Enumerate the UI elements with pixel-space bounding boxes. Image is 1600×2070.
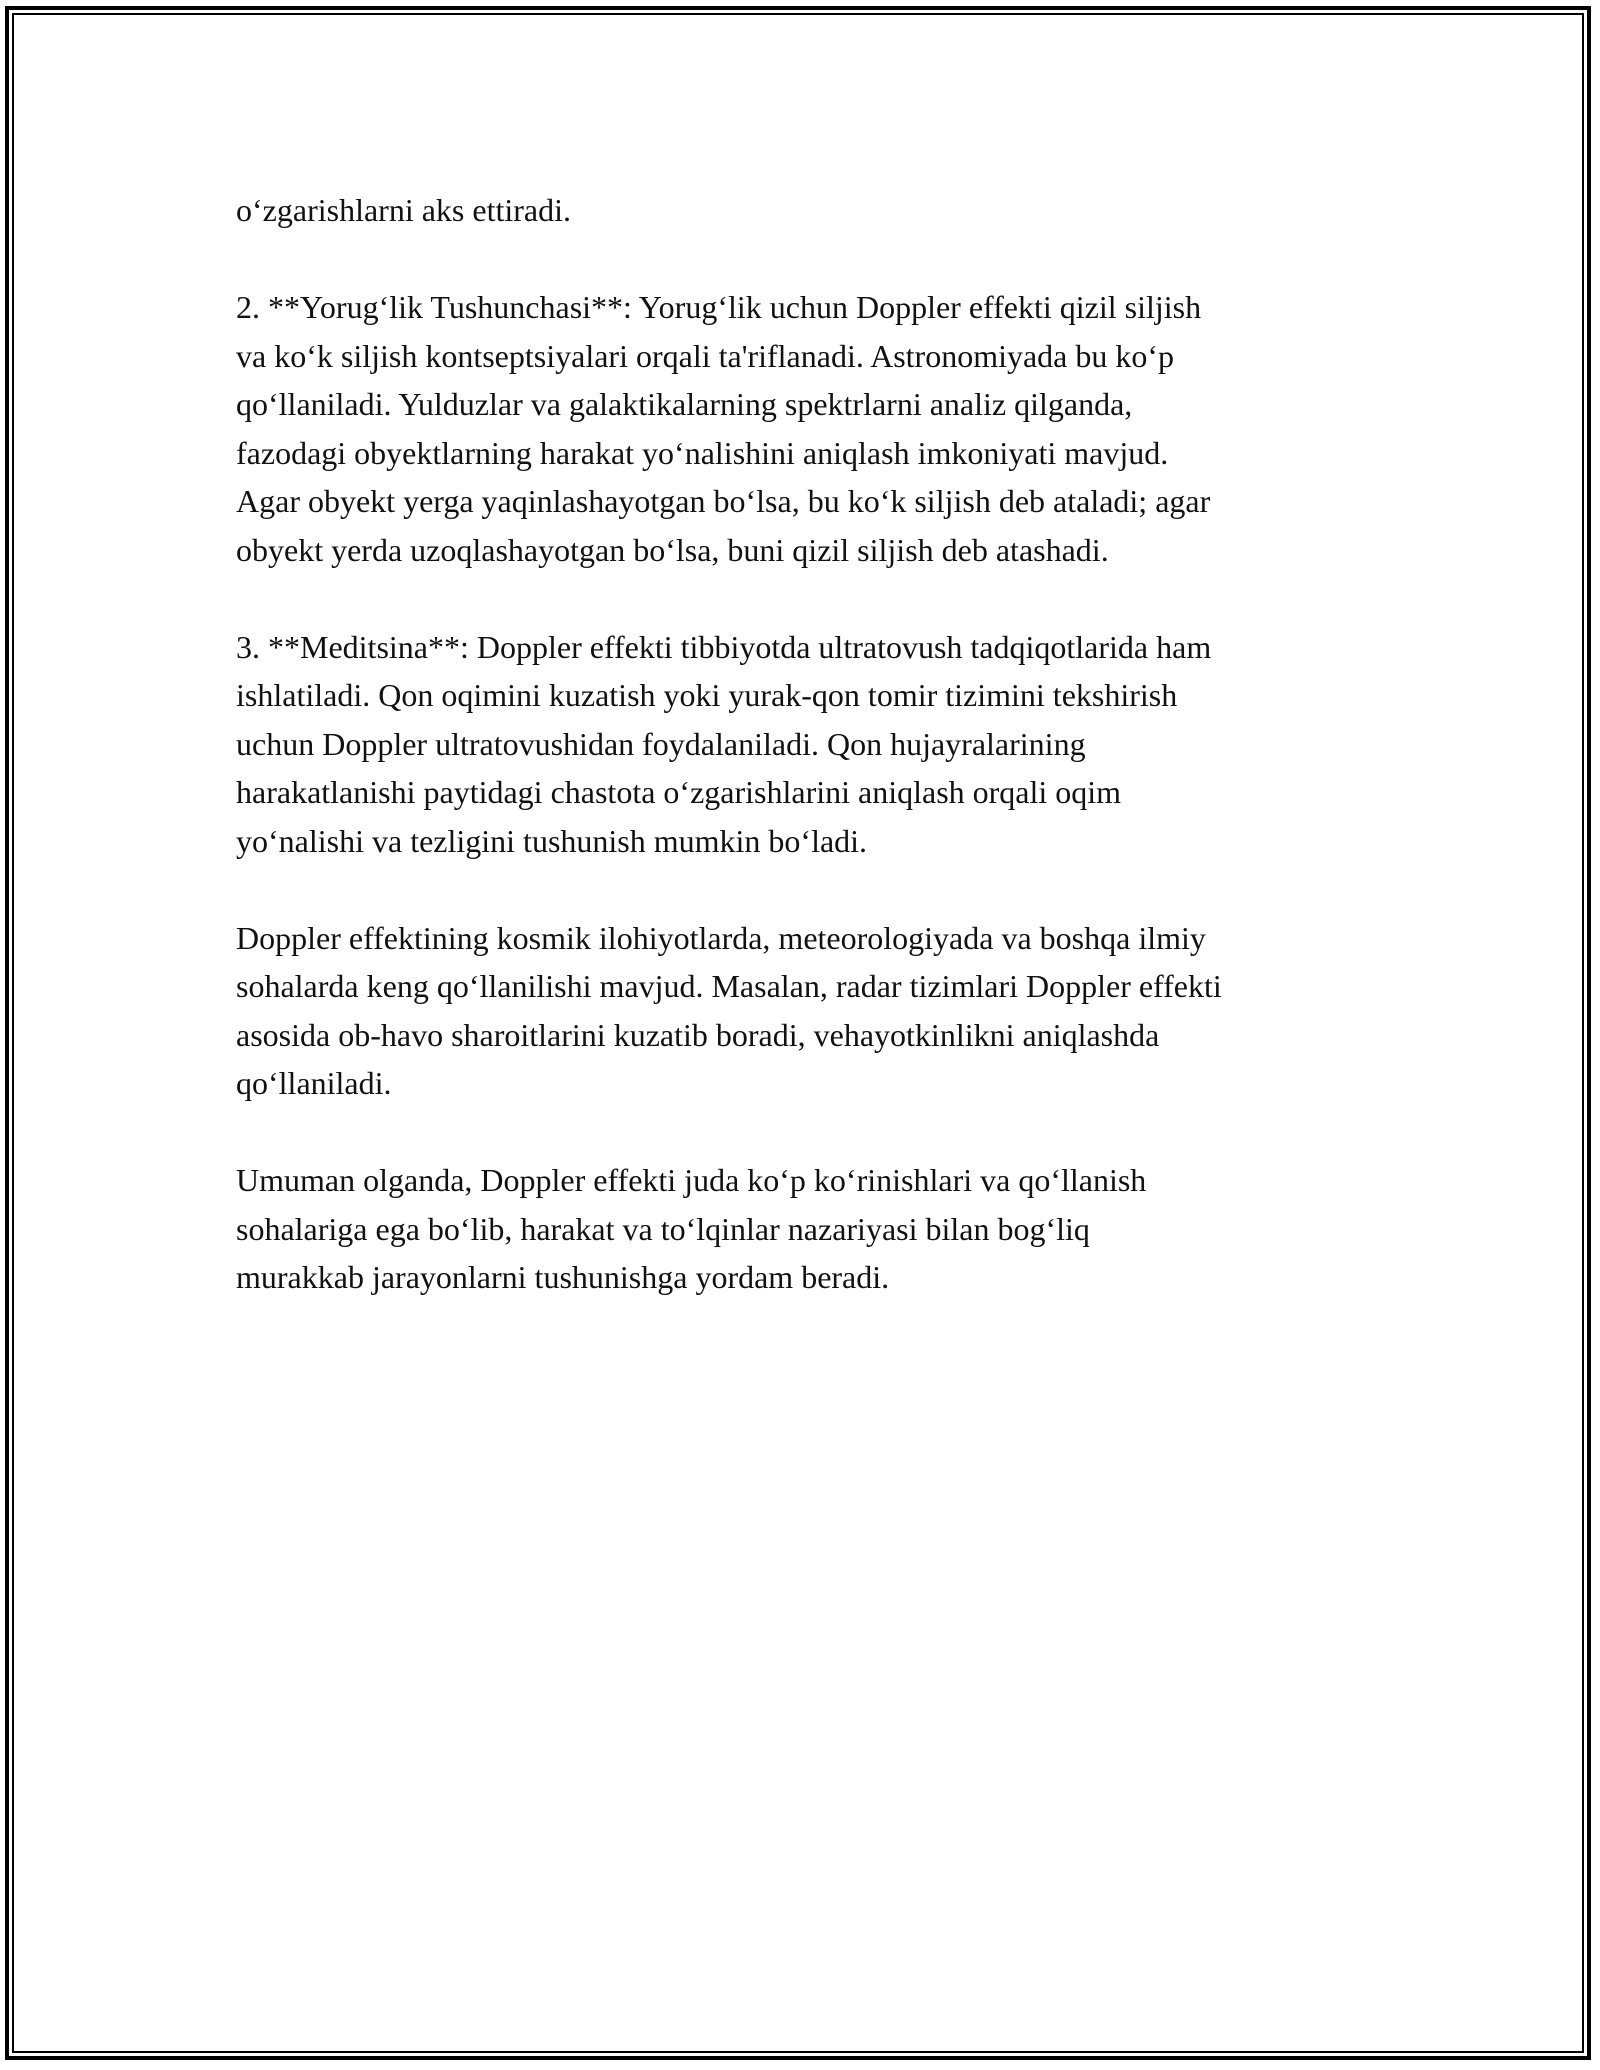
document-body [236,186,1386,1350]
paragraph-conclusion: Umuman olganda, Doppler effekti juda ko‘p ko‘rinishlari va qo‘llanish sohalariga ega bo‘lib, harakat va to‘lqinlar nazariyasi bilan bog‘liq murakkab jarayonlarni tushunishga yordam beradi. [236,1162,1147,1295]
paragraph-continuation: o‘zgarishlarni aks ettiradi. [236,192,571,228]
paragraph-light-concept: 2. **Yorug‘lik Tushunchasi**: Yorug‘lik uchun Doppler effekti qizil siljish va ko‘k siljish kontseptsiyalari orqali ta'riflanadi. Astronomiyada bu ko‘p qo‘llaniladi. Yulduzlar va galaktikalarning spektrlarni analiz qilganda, fazodagi obyektlarning harakat yo‘nalishini aniqlash imkoniyati mavjud. Agar obyekt yerga yaqinlashayotgan bo‘lsa, bu ko‘k siljish deb ataladi; agar obyekt yerda uzoqlashayotgan bo‘lsa, buni qizil siljish deb atashadi. [236,289,1211,568]
paragraph-other-applications: Doppler effektining kosmik ilohiyotlarda, meteorologiyada va boshqa ilmiy sohalarda keng qo‘llanilishi mavjud. Masalan, radar tizimlari Doppler effekti asosida ob-havo sharoitlarini kuzatib boradi, vehayotkinlikni aniqlashda qo‘llaniladi. [236,919,1222,1101]
paragraph-medicine: 3. **Meditsina**: Doppler effekti tibbiyotda ultratovush tadqiqotlarida ham ishlatiladi. Qon oqimini kuzatish yoki yurak-qon tomir tizimini tekshirish uchun Doppler ultratovushidan foydalaniladi. Qon hujayralarining harakatlanishi paytidagi chastota o‘zgarishlarini aniqlash orqali oqim yo‘nalishi va tezligini tushunish mumkin bo‘ladi. [236,628,1212,859]
